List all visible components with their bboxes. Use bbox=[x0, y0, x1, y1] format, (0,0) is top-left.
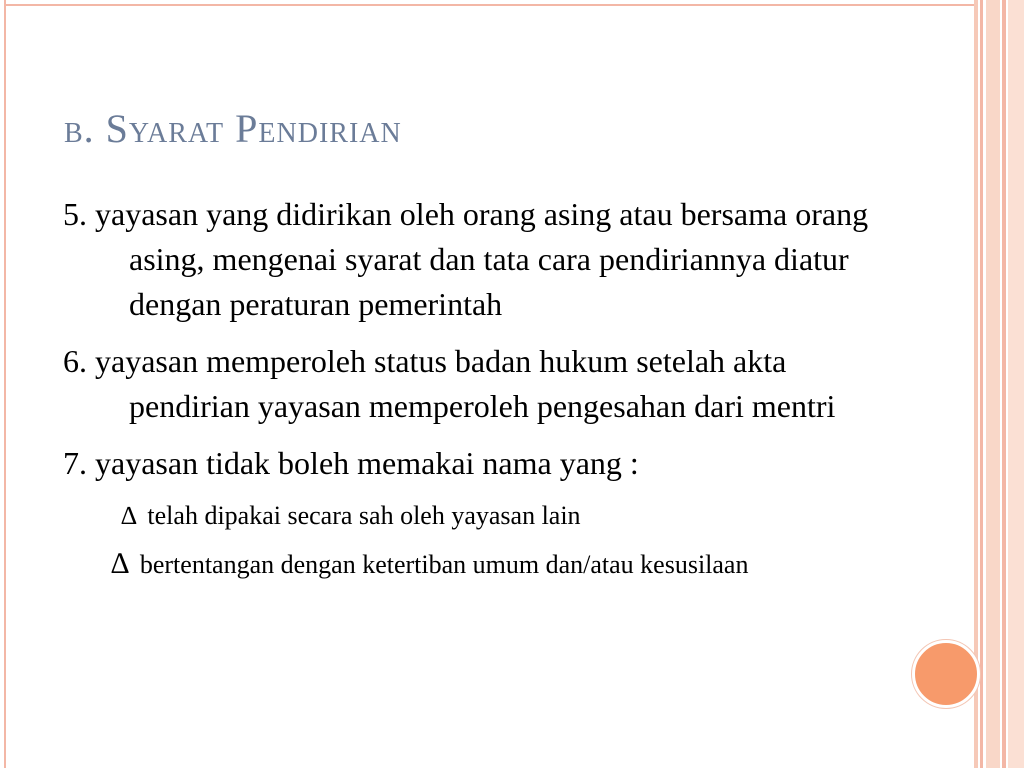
frame-top-line bbox=[4, 4, 974, 6]
delta-bullet-icon: ∆ bbox=[121, 501, 137, 530]
list-item: 7. yayasan tidak boleh memakai nama yang : bbox=[63, 445, 639, 481]
list-item: 5. yayasan yang didirikan oleh orang asing atau bersama orang asing, mengenai syarat dan tata cara pendiriannya diatur dengan peraturan pemerintah bbox=[63, 196, 869, 322]
sub-list-item bbox=[63, 494, 893, 538]
frame-left-line bbox=[4, 0, 6, 768]
orange-circle-decoration bbox=[912, 640, 980, 708]
stripe bbox=[974, 0, 978, 768]
decorative-stripes bbox=[974, 0, 1024, 768]
slide-title: b. Syarat Pendirian bbox=[64, 106, 402, 151]
stripe bbox=[980, 0, 983, 768]
sub-list-item bbox=[63, 542, 893, 587]
stripe bbox=[986, 0, 1000, 768]
delta-bullet-icon: ∆ bbox=[111, 547, 130, 580]
sub-item-text: bertentangan dengan ketertiban umum dan/atau kesusilaan bbox=[139, 550, 749, 579]
stripe bbox=[1008, 0, 1024, 768]
slide-body bbox=[63, 192, 893, 587]
sub-item-text: telah dipakai secara sah oleh yayasan lain bbox=[147, 501, 581, 530]
stripe bbox=[1002, 0, 1006, 768]
list-item: 6. yayasan memperoleh status badan hukum setelah akta pendirian yayasan memperoleh pengesahan dari mentri bbox=[63, 343, 836, 424]
